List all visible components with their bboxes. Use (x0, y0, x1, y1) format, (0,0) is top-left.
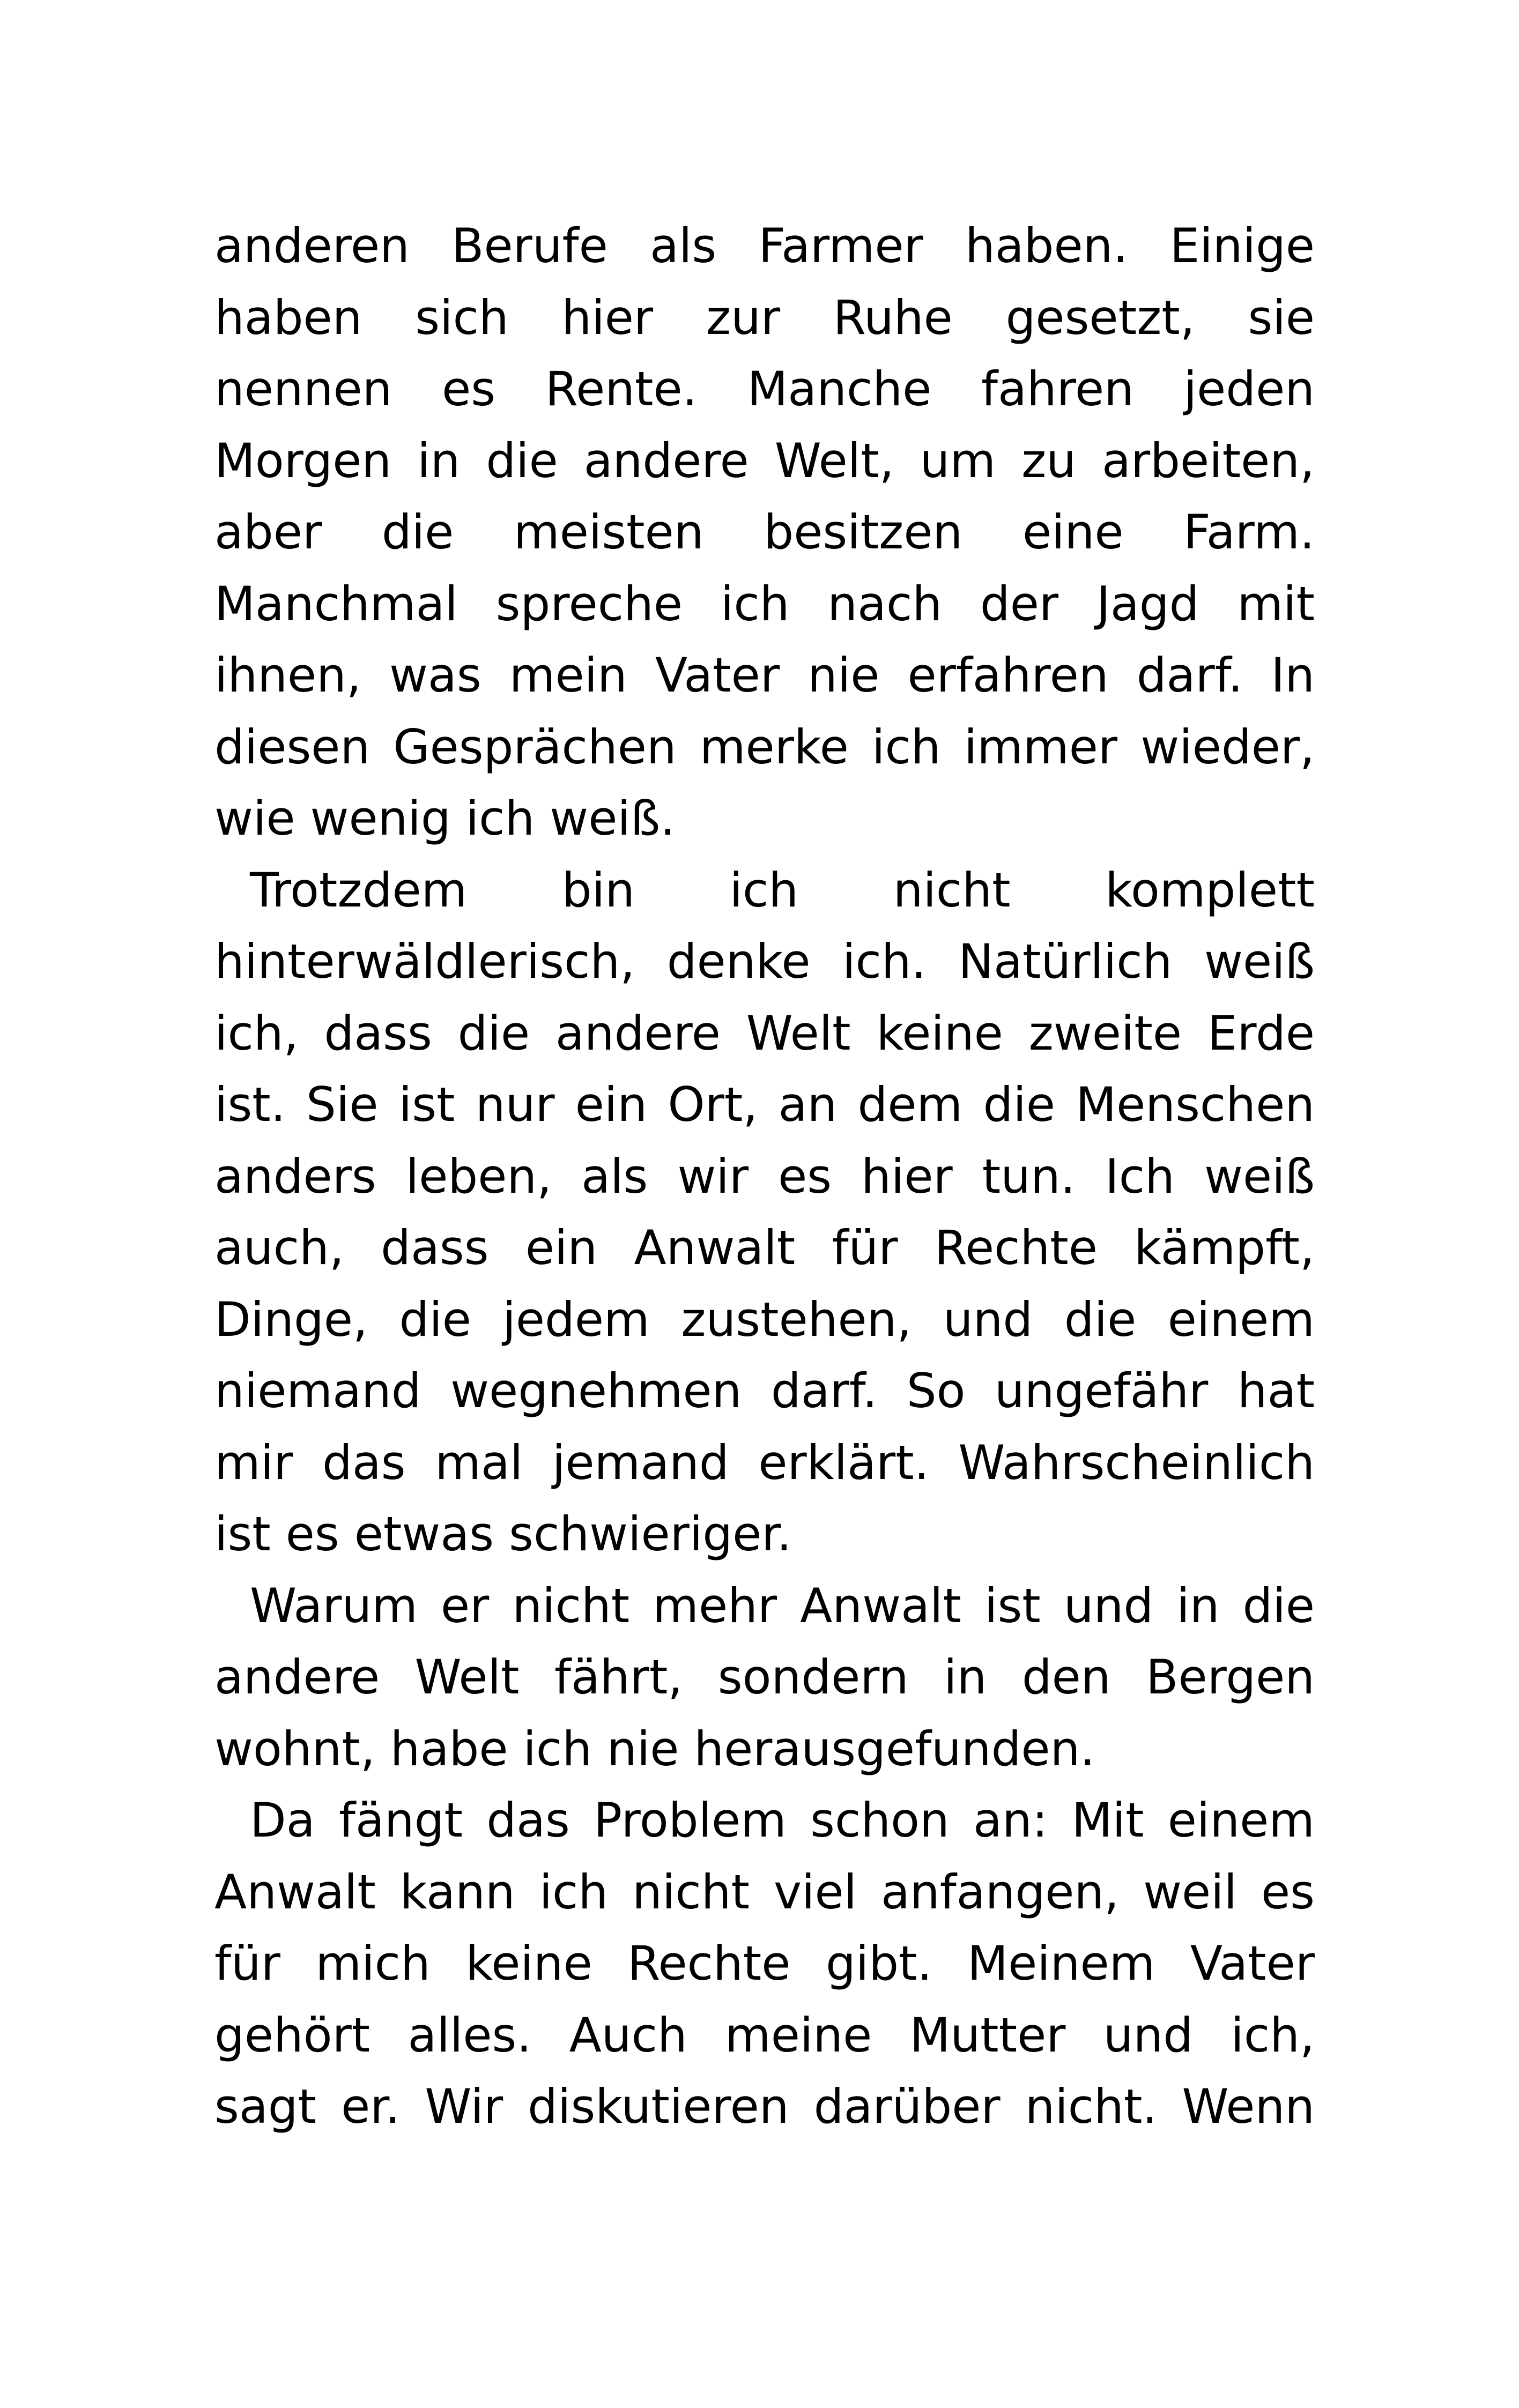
text-line: ich, dass die andere Welt keine zweite Erde (214, 1005, 1315, 1061)
text-line: wohnt, habe ich nie herausgefunden. (214, 1721, 1095, 1777)
text-line: ihnen, was mein Vater nie erfahren darf. In (214, 648, 1315, 703)
text-line: auch, dass ein Anwalt für Rechte kämpft, (214, 1220, 1315, 1275)
text-line: Da fängt das Problem schon an: Mit einem (250, 1793, 1315, 1848)
text-line: anders leben, als wir es hier tun. Ich weiß (214, 1148, 1315, 1204)
paragraph (214, 210, 1315, 854)
text-line: Trotzdem bin ich nicht komplett (250, 862, 1315, 918)
text-line: gehört alles. Auch meine Mutter und ich, (214, 2007, 1315, 2063)
text-line: ist. Sie ist nur ein Ort, an dem die Menschen (214, 1077, 1315, 1132)
text-line: Anwalt kann ich nicht viel anfangen, weil es (214, 1864, 1315, 1920)
text-line: für mich keine Rechte gibt. Meinem Vater (214, 1936, 1315, 1991)
text-line: haben sich hier zur Ruhe gesetzt, sie (214, 289, 1315, 345)
text-line: Manchmal spreche ich nach der Jagd mit (214, 576, 1315, 631)
text-line: wie wenig ich weiß. (214, 791, 676, 846)
text-line: andere Welt fährt, sondern in den Bergen (214, 1649, 1315, 1705)
paragraph (214, 1785, 1315, 2143)
text-line: hinterwäldlerisch, denke ich. Natürlich weiß (214, 934, 1315, 989)
text-line: Morgen in die andere Welt, um zu arbeiten, (214, 433, 1315, 488)
paragraph (214, 1570, 1315, 1785)
text-line: sagt er. Wir diskutieren darüber nicht. Wenn (214, 2079, 1315, 2134)
text-line: aber die meisten besitzen eine Farm. (214, 504, 1315, 560)
paragraph (214, 854, 1315, 1570)
text-line: Dinge, die jedem zustehen, und die einem (214, 1291, 1315, 1347)
body-text (214, 210, 1315, 2143)
text-line: Warum er nicht mehr Anwalt ist und in die (250, 1578, 1315, 1633)
text-line: niemand wegnehmen darf. So ungefähr hat (214, 1363, 1315, 1418)
text-line: mir das mal jemand erklärt. Wahrscheinlich (214, 1435, 1315, 1490)
text-line: nennen es Rente. Manche fahren jeden (214, 361, 1315, 417)
text-line: anderen Berufe als Farmer haben. Einige (214, 218, 1315, 273)
text-line: ist es etwas schwieriger. (214, 1506, 792, 1562)
text-line: diesen Gesprächen merke ich immer wieder, (214, 719, 1315, 775)
